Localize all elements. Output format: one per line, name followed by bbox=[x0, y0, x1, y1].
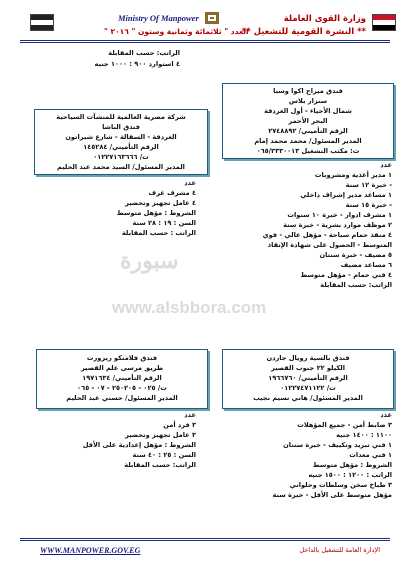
job-line: ٤ مشرف غرف bbox=[148, 189, 196, 197]
salary-line: الراتب: حسب المقابلة bbox=[124, 461, 196, 469]
box-line: ت/ ٠١٢٢٧٤٧١١٢٢ bbox=[280, 384, 336, 392]
count-heading: عدد bbox=[184, 411, 196, 419]
box-line: ت/ ٠١٢٢٧١٦٣٦٦٦ bbox=[93, 153, 149, 161]
footer-divider-2 bbox=[20, 540, 390, 541]
bulletin-title-ar: ** النشرة القومية للتشغيل ** bbox=[241, 27, 366, 37]
box-line: المدير المسئول/ محمد محمد إمام bbox=[254, 137, 362, 145]
salary-line: الراتب : حسب المقابلة bbox=[121, 229, 196, 237]
box-line: الكيلو ٢٢ جنوب القصير bbox=[270, 364, 346, 372]
header-divider-2 bbox=[20, 42, 390, 43]
box-line: شركة مصرية العالمية للمنشآت السياحية bbox=[56, 113, 186, 121]
job-line: ٤ منقذ حمام سباحة - مؤهل عالي - قوي bbox=[262, 231, 392, 239]
age-line: السن : ١٩ : ٢٨ سنة bbox=[132, 219, 196, 227]
job-line: ١ فني معدات bbox=[349, 451, 392, 459]
box-line: ت: مكتب التشغيل ٠٦٥/٣٣٣٠٠١٣ bbox=[256, 147, 360, 155]
job-line: ٥ مضيف - خبرة سنتان bbox=[319, 251, 392, 259]
salary-line: الراتب : ١٢٠٠ : ١٥٠٠ جنيه bbox=[308, 471, 392, 479]
box-line: الرقم التأميني/ ١٩٦٦٧٦٠ bbox=[268, 374, 348, 382]
emblem-icon bbox=[203, 10, 221, 26]
job-line: المتوسط - الحصول على شهادة الإنقاذ bbox=[267, 241, 392, 249]
box-line: الرقم التأميني/ ٢٧٤٨٨٩٢ bbox=[268, 127, 348, 135]
egypt-flag-icon bbox=[372, 14, 396, 31]
box-line: الغردقة - السقالة - شارع شيراتون bbox=[65, 133, 177, 141]
salary-line: الراتب: حسب المقابلة bbox=[320, 281, 392, 289]
job-line: ١ مشرف ادوار - خبرة ١٠ سنوات bbox=[287, 211, 392, 219]
salary-interview-line: الراتب: حسب المقابلة bbox=[108, 49, 180, 57]
conditions-line: الشروط : مؤهل متوسط bbox=[116, 209, 196, 217]
hotel-box-flamenco bbox=[36, 349, 208, 409]
count-heading: عدد bbox=[184, 179, 196, 187]
box-line: البحر الأحمر bbox=[288, 117, 328, 125]
count-heading: عدد bbox=[380, 161, 392, 169]
box-line: فندق بالسية رويال جاردن bbox=[266, 354, 350, 362]
salary-range-line: ١١٠٠ : ١٤٠٠ جنيه bbox=[336, 431, 392, 439]
job-line: ١ مساعد مدير إشراف داخلي bbox=[300, 191, 392, 199]
job-line: ٢ موظف موارد بشرية - خبرة سنة bbox=[283, 221, 392, 229]
ministry-title-en: Ministry Of Manpower bbox=[118, 13, 199, 23]
age-line: السن : ٢٥ : ٤٠ سنة bbox=[132, 451, 196, 459]
box-line: المدير المسئول/ السيد محمد عبد الحليم bbox=[57, 163, 185, 171]
job-line: ١ مدير أغذية ومشروبات bbox=[314, 171, 392, 179]
box-line: طريق مرسى علم القصير bbox=[80, 364, 164, 372]
conditions-line: الشروط : مؤهل إعدادية على الأقل bbox=[82, 441, 196, 449]
box-line: المدير المسئول/ هاني نسيم نجيب bbox=[253, 394, 363, 402]
job-line: ٣ عامل تجهيز وتحضير bbox=[125, 431, 196, 439]
job-line: ٣ فرد أمن bbox=[163, 421, 196, 429]
hotel-box-pasha bbox=[34, 109, 208, 175]
box-line: ت/ ٠٢٥ - ٢٥٠٢٠٥ - ٠٧ - ٠٦٥ bbox=[77, 384, 167, 392]
box-line: الرقم التأميني/ ١٤٥٢٨٤ bbox=[83, 143, 159, 151]
job-line: مؤهل متوسط على الأقل - خبرة سنة bbox=[272, 491, 392, 499]
box-line: فندق فلامنكو ريزورت bbox=[86, 354, 158, 362]
watermark-site: www.alsbbora.com bbox=[112, 298, 267, 317]
box-line: شمال الأحياء - أول الغردقة bbox=[264, 107, 352, 115]
flag-left-icon bbox=[30, 14, 54, 31]
ministry-title-ar: وزارة القوى العاملة bbox=[283, 14, 366, 24]
box-line: المدير المسئول/ حسني عبد الحليم bbox=[66, 394, 178, 402]
hotel-box-mirage bbox=[222, 83, 394, 159]
box-line: سنزار بلاس bbox=[288, 97, 328, 105]
footer-website-link[interactable]: WWW.MANPOWER.GOV.EG bbox=[40, 546, 141, 555]
job-line: - خبرة ١٥ سنة bbox=[345, 201, 392, 209]
box-line: فندق ميراج اكوا وسبا bbox=[273, 87, 343, 95]
box-line: الرقم التأميني/ ١٩٧١٦٣٤ bbox=[82, 374, 162, 382]
job-line: - خبرة ١٢ سنة bbox=[345, 181, 392, 189]
job-line: ٤ فني حمام - مؤهل متوسط bbox=[300, 271, 392, 279]
steward-line: ٤ استوارد ٩٠٠ : ١٠٠٠ جنيه bbox=[94, 60, 180, 68]
hotel-box-royal-garden bbox=[222, 349, 394, 409]
count-heading: عدد bbox=[380, 411, 392, 419]
box-line: فندق الباشا bbox=[102, 123, 140, 131]
header-divider bbox=[20, 40, 390, 41]
job-line: ٤ عامل تجهيز وتحضير bbox=[125, 199, 196, 207]
job-line: ٦ مساعد مضيف bbox=[340, 261, 392, 269]
watermark-logo: سبورة bbox=[120, 248, 179, 273]
conditions-line: الشروط : مؤهل متوسط bbox=[312, 461, 392, 469]
job-line: ١ فني تبريد وتكييف - خبرة سنتان bbox=[283, 441, 392, 449]
issue-title: العدد " ثلاثمائة وثمانية وستون " ٢٠١٦ " bbox=[104, 27, 249, 36]
footer-divider bbox=[20, 538, 390, 539]
job-line: ٣ ضابط أمن - جميع المؤهلات bbox=[297, 421, 392, 429]
job-line: ٣ طباخ سخن وسلطات وحلواني bbox=[289, 481, 392, 489]
footer-department: الإدارة العامة للتشغيل بالداخل bbox=[299, 546, 380, 554]
